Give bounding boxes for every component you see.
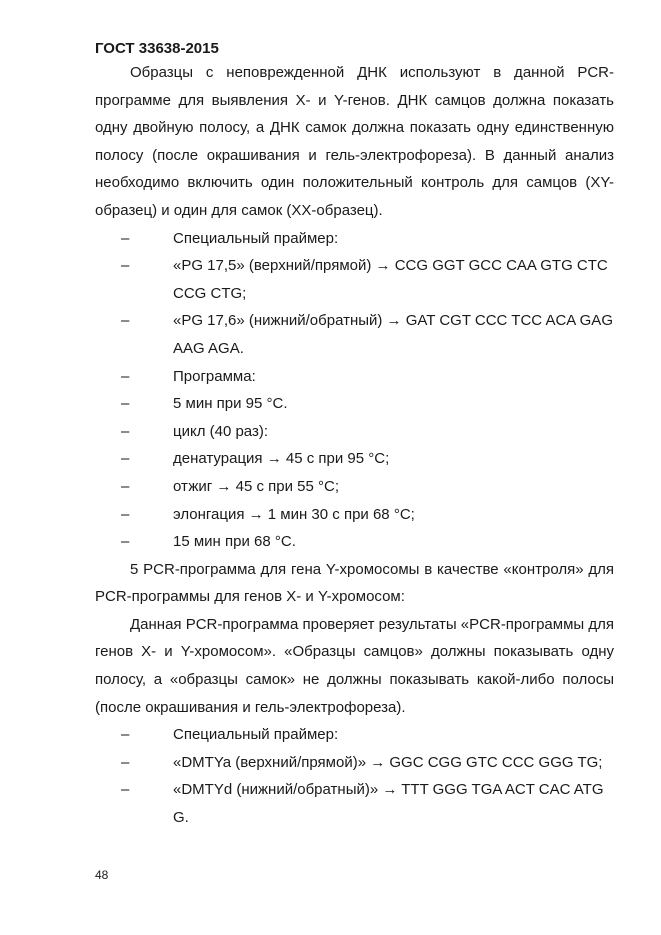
page-number: 48 (95, 868, 109, 882)
list-item (95, 363, 614, 391)
section-5-heading: 5 PCR-программа для гена Y-хромосомы в качестве «контроля» для PCR-программы для генов X- и Y-хромосом: (95, 560, 614, 606)
list-item-text: отжиг → 45 с при 55 °C; (173, 477, 339, 495)
list-item-text: «PG 17,5» (верхний/прямой) → CCG GGT GCC CAA GTG CTC CCG CTG; (173, 257, 608, 302)
list-item-text: «DMTYa (верхний/прямой)» → GGC CGG GTC CCC GGG TG; (173, 753, 603, 771)
list-item-text: «PG 17,6» (нижний/обратный) → GAT CGT CCC TCC ACA GAG AAG AGA. (173, 312, 613, 357)
list-item (95, 307, 614, 362)
list-item-text: цикл (40 раз): (173, 422, 269, 440)
list-item (95, 225, 614, 253)
list-dash: – (121, 312, 130, 330)
list-dash: – (121, 395, 130, 413)
list-item (95, 528, 614, 556)
list-dash: – (121, 726, 130, 744)
list-primers-program (95, 225, 614, 556)
list-item (95, 473, 614, 501)
list-item (95, 721, 614, 749)
list-item-text: денатурация → 45 с при 95 °C; (173, 450, 390, 468)
list-dash: – (121, 477, 130, 495)
list-item (95, 749, 614, 777)
list-item-text: 15 мин при 68 °C. (173, 533, 296, 551)
document-header: ГОСТ 33638-2015 (95, 40, 219, 57)
list-item (95, 501, 614, 529)
list-dash: – (121, 753, 130, 771)
list-dash: – (121, 505, 130, 523)
list-item-text: Программа: (173, 367, 256, 385)
list-dash: – (121, 367, 130, 385)
list-dash: – (121, 229, 130, 247)
list-item-text: элонгация → 1 мин 30 с при 68 °C; (173, 505, 415, 523)
paragraph-control: Данная PCR-программа проверяет результаты «PCR-программы для генов X- и Y-хромосом». «Образцы самцов» должны показывать одну полосу, а «образцы самок» не должны показывать какой-либо полосы (после окрашивания и гель-электрофореза). (95, 615, 614, 716)
list-item (95, 252, 614, 307)
list-item-text: Специальный праймер: (173, 726, 339, 744)
list-item (95, 445, 614, 473)
list-dash: – (121, 257, 130, 275)
document-body (95, 59, 614, 832)
list-dash: – (121, 781, 130, 799)
list-item-text: 5 мин при 95 °C. (173, 395, 288, 413)
list-control-primers (95, 721, 614, 831)
list-item (95, 776, 614, 831)
list-item (95, 390, 614, 418)
list-item-text: Специальный праймер: (173, 229, 339, 247)
list-dash: – (121, 450, 130, 468)
paragraph-intro: Образцы с неповрежденной ДНК используют в данной PCR-программе для выявления X- и Y-генов. ДНК самцов должна показать одну двойную полосу, а ДНК самок должна показать одну единственную полосу (после окрашивания и гель-электрофореза). В данный анализ необходимо включить один положительный контроль для самцов (XY-образец) и один для самок (XX-образец). (95, 64, 614, 219)
list-item (95, 418, 614, 446)
list-item-text: «DMTYd (нижний/обратный)» → TTT GGG TGA ACT CAC ATG G. (173, 781, 604, 827)
list-dash: – (121, 422, 130, 440)
list-dash: – (121, 533, 130, 551)
